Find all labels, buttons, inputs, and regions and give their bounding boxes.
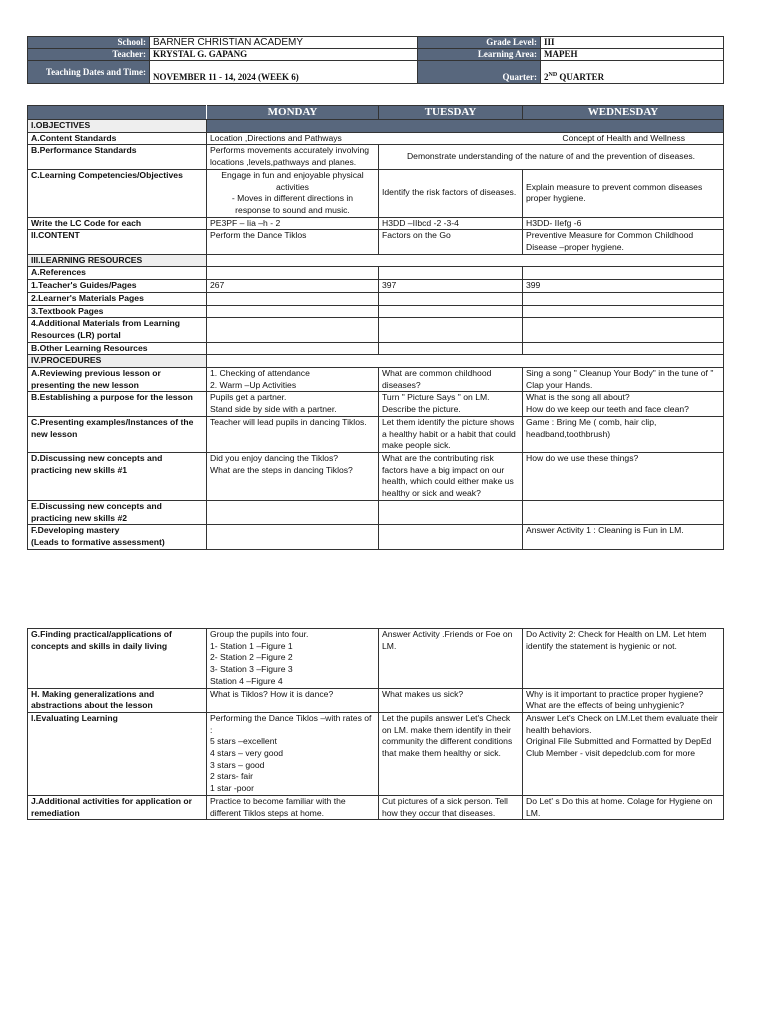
references-label: A.References bbox=[28, 267, 207, 280]
content-standards-tue-wed: Concept of Health and Wellness bbox=[379, 132, 724, 145]
corner-header-cell bbox=[28, 106, 207, 120]
additional-materials-label: 4.Additional Materials from Learning Resources (LR) portal bbox=[28, 318, 207, 342]
performance-standards-label: B.Performance Standards bbox=[28, 145, 207, 169]
performance-standards-monday: Performs movements accurately involving locations ,levels,pathways and planes. bbox=[207, 145, 379, 169]
evaluating-learning-monday: Performing the Dance Tiklos –with rates of : 5 stars –excellent 4 stars – very good 3 stars – good 2 stars- fair 1 star -poor bbox=[207, 712, 379, 795]
quarter-number: 2 bbox=[544, 72, 549, 82]
additional-activities-monday: Practice to become familiar with the different Tiklos steps at home. bbox=[207, 795, 379, 819]
generalizations-monday: What is Tiklos? How it is dance? bbox=[207, 688, 379, 712]
quarter-ordinal: ND bbox=[548, 72, 558, 78]
establishing-purpose-tuesday: Turn " Picture Says " on LM. Describe the picture. bbox=[379, 392, 523, 416]
teachers-guides-monday: 267 bbox=[207, 280, 379, 293]
quarter-label: Quarter: bbox=[418, 61, 541, 84]
developing-mastery-label: F.Developing mastery (Leads to formative assessment) bbox=[28, 525, 207, 549]
textbook-pages-monday bbox=[207, 305, 379, 318]
discussing-skills-1-wednesday: How do we use these things? bbox=[523, 452, 724, 500]
teacher-label: Teacher: bbox=[28, 49, 150, 61]
presenting-examples-wednesday: Game : Bring Me ( comb, hair clip, headband,toothbrush) bbox=[523, 416, 724, 452]
additional-activities-label: J.Additional activities for application or remediation bbox=[28, 795, 207, 819]
teachers-guides-tuesday: 397 bbox=[379, 280, 523, 293]
reviewing-lesson-label: A.Reviewing previous lesson or presenting the new lesson bbox=[28, 368, 207, 392]
quarter-suffix: QUARTER bbox=[557, 72, 605, 82]
learners-materials-monday bbox=[207, 292, 379, 305]
performance-standards-tue-wed: Demonstrate understanding of the nature of and the prevention of diseases. bbox=[379, 145, 724, 169]
establishing-purpose-wednesday: What is the song all about? How do we keep our teeth and face clean? bbox=[523, 392, 724, 416]
learners-materials-label: 2.Learner's Materials Pages bbox=[28, 292, 207, 305]
discussing-skills-2-wednesday bbox=[523, 500, 724, 524]
tuesday-header: TUESDAY bbox=[379, 106, 523, 120]
establishing-purpose-label: B.Establishing a purpose for the lesson bbox=[28, 392, 207, 416]
additional-materials-monday bbox=[207, 318, 379, 342]
content-standards-label: A.Content Standards bbox=[28, 132, 207, 145]
competencies-tuesday: Identify the risk factors of diseases. bbox=[379, 169, 523, 217]
generalizations-wednesday: Why is it important to practice proper hygiene? What are the effects of being unhygienic? bbox=[523, 688, 724, 712]
teachers-guides-wednesday: 399 bbox=[523, 280, 724, 293]
developing-mastery-tuesday bbox=[379, 525, 523, 549]
other-resources-wednesday bbox=[523, 342, 724, 355]
grade-level-label: Grade Level: bbox=[418, 37, 541, 49]
learning-area-value: MAPEH bbox=[541, 49, 724, 61]
competencies-wednesday: Explain measure to prevent common diseases proper hygiene. bbox=[523, 169, 724, 217]
establishing-purpose-monday: Pupils get a partner. Stand side by side with a partner. bbox=[207, 392, 379, 416]
content-label: II.CONTENT bbox=[28, 230, 207, 254]
content-standards-monday: Location ,Directions and Pathways bbox=[207, 132, 379, 145]
procedures-fill bbox=[207, 355, 724, 368]
lc-code-tuesday: H3DD –IIbcd -2 -3-4 bbox=[379, 217, 523, 230]
evaluating-learning-tuesday: Let the pupils answer Let's Check on LM. make them identify in their community the different conditions that make them healthy or sick. bbox=[379, 712, 523, 795]
evaluating-learning-label: I.Evaluating Learning bbox=[28, 712, 207, 795]
finding-applications-wednesday: Do Activity 2: Check for Health on LM. Let htem identify the statement is hygienic or not. bbox=[523, 629, 724, 689]
wednesday-header: WEDNESDAY bbox=[523, 106, 724, 120]
header-table bbox=[27, 36, 724, 84]
teaching-dates-value: NOVEMBER 11 - 14, 2024 (WEEK 6) bbox=[150, 61, 418, 84]
discussing-skills-2-monday bbox=[207, 500, 379, 524]
evaluating-learning-wednesday: Answer Let's Check on LM.Let them evaluate their health behaviors. Original File Submitted and Formatted by DepEd Club Member - visit depedclub.com for more bbox=[523, 712, 724, 795]
textbook-pages-label: 3.Textbook Pages bbox=[28, 305, 207, 318]
objectives-fill bbox=[207, 120, 724, 133]
lc-code-label: Write the LC Code for each bbox=[28, 217, 207, 230]
other-resources-monday bbox=[207, 342, 379, 355]
objectives-section: I.OBJECTIVES bbox=[28, 120, 207, 133]
competencies-monday: Engage in fun and enjoyable physical activities - Moves in different directions in response to sound and music. bbox=[207, 169, 379, 217]
content-monday: Perform the Dance Tiklos bbox=[207, 230, 379, 254]
additional-activities-tuesday: Cut pictures of a sick person. Tell how they occur that diseases. bbox=[379, 795, 523, 819]
grade-level-value: III bbox=[541, 37, 724, 49]
finding-applications-label: G.Finding practical/applications of concepts and skills in daily living bbox=[28, 629, 207, 689]
learners-materials-wednesday bbox=[523, 292, 724, 305]
discussing-skills-1-label: D.Discussing new concepts and practicing new skills #1 bbox=[28, 452, 207, 500]
additional-materials-tuesday bbox=[379, 318, 523, 342]
teaching-dates-label: Teaching Dates and Time: bbox=[28, 61, 150, 84]
teachers-guides-label: 1.Teacher's Guides/Pages bbox=[28, 280, 207, 293]
discussing-skills-2-tuesday bbox=[379, 500, 523, 524]
discussing-skills-1-monday: Did you enjoy dancing the Tiklos? What are the steps in dancing Tiklos? bbox=[207, 452, 379, 500]
lc-code-wednesday: H3DD- IIefg -6 bbox=[523, 217, 724, 230]
school-label: School: bbox=[28, 37, 150, 49]
procedures-section: IV.PROCEDURES bbox=[28, 355, 207, 368]
quarter-value bbox=[541, 61, 724, 84]
learning-area-label: Learning Area: bbox=[418, 49, 541, 61]
additional-activities-wednesday: Do Let' s Do this at home. Colage for Hygiene on LM. bbox=[523, 795, 724, 819]
additional-materials-wednesday bbox=[523, 318, 724, 342]
references-tuesday bbox=[379, 267, 523, 280]
presenting-examples-monday: Teacher will lead pupils in dancing Tiklos. bbox=[207, 416, 379, 452]
presenting-examples-label: C.Presenting examples/Instances of the new lesson bbox=[28, 416, 207, 452]
lc-code-monday: PE3PF – Iia –h - 2 bbox=[207, 217, 379, 230]
learners-materials-tuesday bbox=[379, 292, 523, 305]
textbook-pages-wednesday bbox=[523, 305, 724, 318]
generalizations-label: H. Making generalizations and abstractions about the lesson bbox=[28, 688, 207, 712]
reviewing-lesson-monday: 1. Checking of attendance 2. Warm –Up Activities bbox=[207, 368, 379, 392]
other-resources-tuesday bbox=[379, 342, 523, 355]
generalizations-tuesday: What makes us sick? bbox=[379, 688, 523, 712]
references-monday bbox=[207, 267, 379, 280]
content-tuesday: Factors on the Go bbox=[379, 230, 523, 254]
learning-resources-fill bbox=[207, 254, 724, 267]
school-value: BARNER CHRISTIAN ACADEMY bbox=[150, 37, 418, 49]
lesson-plan-table bbox=[27, 105, 724, 550]
learning-resources-section: III.LEARNING RESOURCES bbox=[28, 254, 207, 267]
developing-mastery-wednesday: Answer Activity 1 : Cleaning is Fun in LM. bbox=[523, 525, 724, 549]
competencies-label: C.Learning Competencies/Objectives bbox=[28, 169, 207, 217]
presenting-examples-tuesday: Let them identify the picture shows a healthy habit or a habit that could make people sick. bbox=[379, 416, 523, 452]
content-wednesday: Preventive Measure for Common Childhood Disease –proper hygiene. bbox=[523, 230, 724, 254]
discussing-skills-1-tuesday: What are the contributing risk factors have a big impact on our health, which could either make us healthy or sick and weak? bbox=[379, 452, 523, 500]
references-wednesday bbox=[523, 267, 724, 280]
discussing-skills-2-label: E.Discussing new concepts and practicing new skills #2 bbox=[28, 500, 207, 524]
reviewing-lesson-wednesday: Sing a song " Cleanup Your Body" in the tune of " Clap your Hands. bbox=[523, 368, 724, 392]
teacher-value: KRYSTAL G. GAPANG bbox=[150, 49, 418, 61]
reviewing-lesson-tuesday: What are common childhood diseases? bbox=[379, 368, 523, 392]
other-resources-label: B.Other Learning Resources bbox=[28, 342, 207, 355]
monday-header: MONDAY bbox=[207, 106, 379, 120]
finding-applications-monday: Group the pupils into four. 1- Station 1 –Figure 1 2- Station 2 –Figure 2 3- Station 3 –Figure 3 Station 4 –Figure 4 bbox=[207, 629, 379, 689]
lesson-plan-table-continued bbox=[27, 628, 724, 820]
finding-applications-tuesday: Answer Activity .Friends or Foe on LM. bbox=[379, 629, 523, 689]
textbook-pages-tuesday bbox=[379, 305, 523, 318]
developing-mastery-monday bbox=[207, 525, 379, 549]
